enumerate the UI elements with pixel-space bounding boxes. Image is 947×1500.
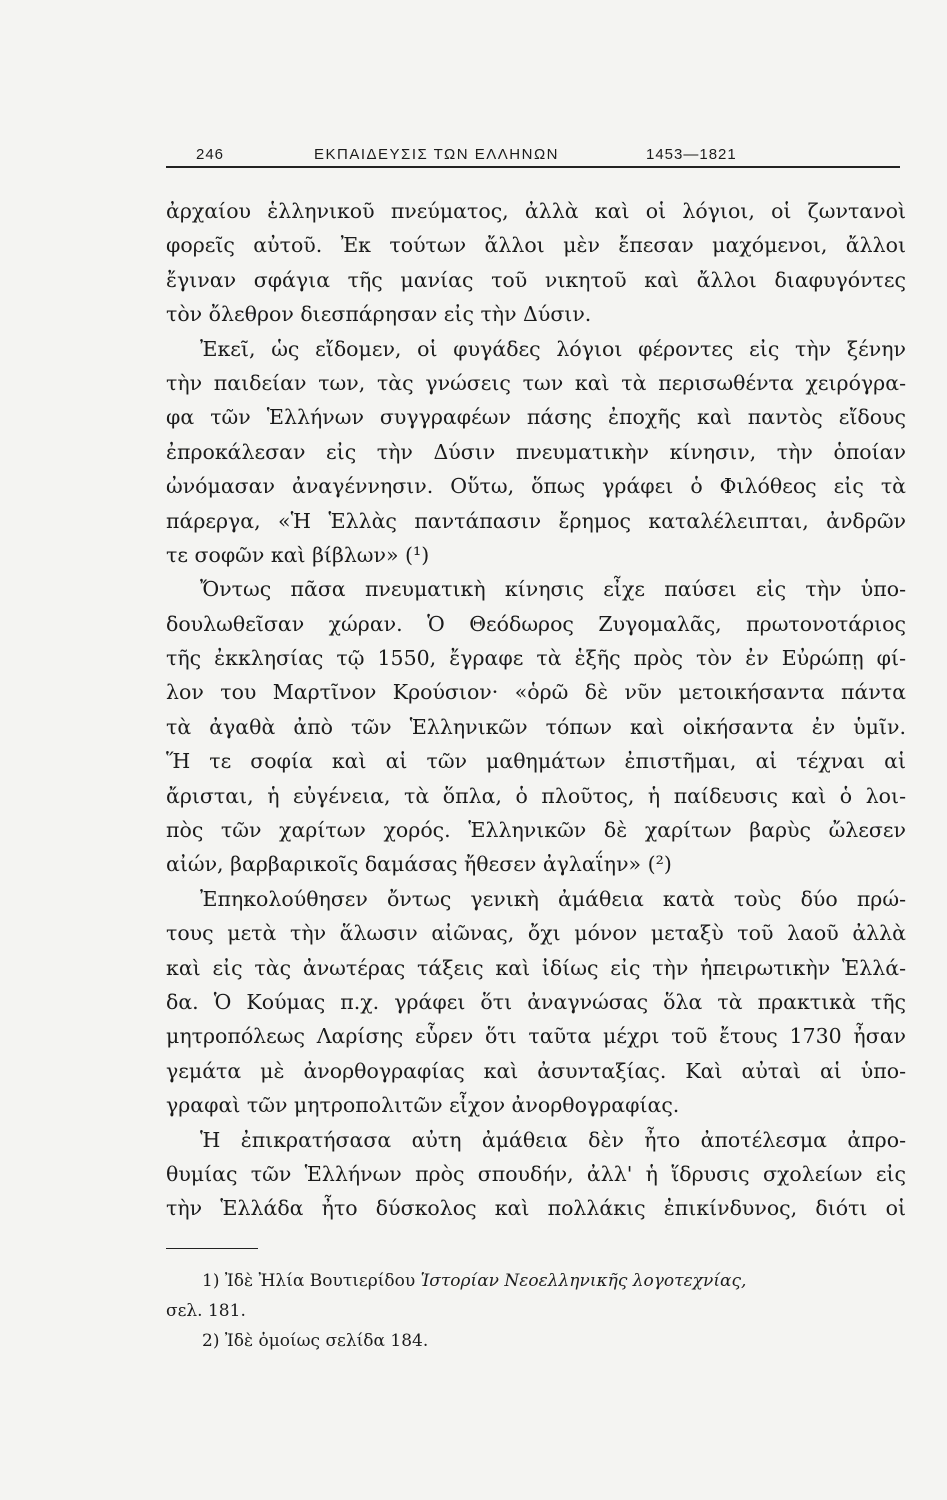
text-line: φορεῖς αὐτοῦ. Ἐκ τούτων ἄλλοι μὲν ἔπεσαν μαχόμενοι, ἄλλοι	[166, 233, 906, 258]
header-rule	[166, 166, 900, 168]
text-line: τὸν ὄλεθρον διεσπάρησαν εἰς τὴν Δύσιν.	[166, 302, 592, 327]
text-line: τῆς ἐκκλησίας τῷ 1550, ἔγραφε τὰ ἑξῆς πρὸς τὸν ἐν Εὐρώπῃ φί-	[166, 646, 906, 671]
text-line: Ἥ τε σοφία καὶ αἱ τῶν μαθημάτων ἐπιστῆμαι, αἱ τέχναι αἱ	[166, 749, 906, 774]
text-line: αἰών, βαρβαρικοῖς δαμάσας ἤθεσεν ἀγλαΐην» (²)	[166, 852, 672, 877]
text-line: φα τῶν Ἑλλήνων συγγραφέων πάσης ἐποχῆς καὶ παντὸς εἴδους	[166, 405, 906, 430]
text-line: γραφαὶ τῶν μητροπολιτῶν εἶχον ἀνορθογραφίας.	[166, 1093, 680, 1118]
text-line: δουλωθεῖσαν χώραν. Ὁ Θεόδωρος Ζυγομαλᾶς, πρωτονοτάριος	[166, 611, 906, 636]
text-line: πάρεργα, «Ἡ Ἑλλὰς παντάπασιν ἔρημος καταλέλειπται, ἀνδρῶν	[166, 508, 906, 533]
text-line: γεμάτα μὲ ἀνορθογραφίας καὶ ἀσυνταξίας. Καὶ αὐταὶ αἱ ὑπο-	[166, 1058, 906, 1083]
text-line: Ἡ ἐπικρατήσασα αὐτη ἀμάθεια δὲν ἦτο ἀποτέλεσμα ἀπρο-	[200, 1127, 906, 1152]
text-line: τε σοφῶν καὶ βίβλων» (¹)	[166, 542, 430, 567]
text-line: Ὄντως πᾶσα πνευματικὴ κίνησις εἶχε παύσει εἰς τὴν ὑπο-	[200, 577, 906, 602]
running-years: 1453—1821	[646, 146, 737, 163]
text-line: ἄρισται, ἡ εὐγένεια, τὰ ὅπλα, ὁ πλοῦτος, ἡ παίδευσις καὶ ὁ λοι-	[166, 783, 906, 808]
footnotes	[166, 1266, 906, 1356]
running-header	[166, 146, 900, 168]
text-line: λον του Μαρτῖνον Κρούσιον· «ὁρῶ δὲ νῦν μετοικήσαντα πάντα	[166, 680, 906, 705]
footnote-1-continuation: σελ. 181.	[166, 1301, 246, 1321]
text-line: Ἐκεῖ, ὡς εἴδομεν, οἱ φυγάδες λόγιοι φέροντες εἰς τὴν ξένην	[200, 336, 906, 361]
footnote-rule	[166, 1248, 258, 1249]
text-line: τὰ ἀγαθὰ ἀπὸ τῶν Ἑλληνικῶν τόπων καὶ οἰκήσαντα ἐν ὑμῖν.	[166, 714, 906, 739]
text-line: Ἐπηκολούθησεν ὄντως γενικὴ ἀμάθεια κατὰ τοὺς δύο πρώ-	[200, 886, 906, 911]
text-line: ἐπροκάλεσαν εἰς τὴν Δύσιν πνευματικὴν κίνησιν, τὴν ὁποίαν	[166, 439, 906, 464]
footnote-1-prefix: 1) Ἰδὲ Ἠλία Βουτιερίδου	[202, 1271, 416, 1291]
body-text	[166, 194, 906, 1226]
running-title: ΕΚΠΑΙΔΕΥΣΙΣ ΤΩΝ ΕΛΛΗΝΩΝ	[314, 146, 560, 163]
footnote-1-book-title: Ἱστορίαν Νεοελληνικῆς λογοτεχνίας,	[420, 1271, 747, 1291]
text-line: τὴν Ἑλλάδα ἦτο δύσκολος καὶ πολλάκις ἐπικίνδυνος, διότι οἱ	[166, 1196, 906, 1221]
page-number: 246	[196, 146, 225, 163]
text-line: μητροπόλεως Λαρίσης εὗρεν ὅτι ταῦτα μέχρι τοῦ ἔτους 1730 ἦσαν	[166, 1024, 906, 1049]
text-line: τὴν παιδείαν των, τὰς γνώσεις των καὶ τὰ περισωθέντα χειρόγρα-	[166, 370, 906, 395]
text-line: ἀρχαίου ἑλληνικοῦ πνεύματος, ἀλλὰ καὶ οἱ λόγιοι, οἱ ζωντανοὶ	[166, 199, 906, 223]
text-line: δα. Ὁ Κούμας π.χ. γράφει ὅτι ἀναγνώσας ὅλα τὰ πρακτικὰ τῆς	[166, 989, 906, 1014]
text-line: πὸς τῶν χαρίτων χορός. Ἑλληνικῶν δὲ χαρίτων βαρὺς ὤλεσεν	[166, 818, 906, 843]
text-line: ἔγιναν σφάγια τῆς μανίας τοῦ νικητοῦ καὶ ἄλλοι διαφυγόντες	[166, 267, 906, 292]
text-line: θυμίας τῶν Ἑλλήνων πρὸς σπουδήν, ἀλλ' ἡ ἵδρυσις σχολείων εἰς	[166, 1161, 906, 1186]
text-line: τους μετὰ τὴν ἅλωσιν αἰῶνας, ὄχι μόνον μεταξὺ τοῦ λαοῦ ἀλλὰ	[166, 921, 906, 946]
footnote-2: 2) Ἰδὲ ὁμοίως σελίδα 184.	[202, 1331, 429, 1351]
text-line: καὶ εἰς τὰς ἀνωτέρας τάξεις καὶ ἰδίως εἰς τὴν ἠπειρωτικὴν Ἑλλά-	[166, 955, 906, 980]
footnote-1	[166, 1266, 906, 1296]
text-line: ὠνόμασαν ἀναγέννησιν. Οὕτω, ὅπως γράφει ὁ Φιλόθεος εἰς τὰ	[166, 474, 906, 499]
